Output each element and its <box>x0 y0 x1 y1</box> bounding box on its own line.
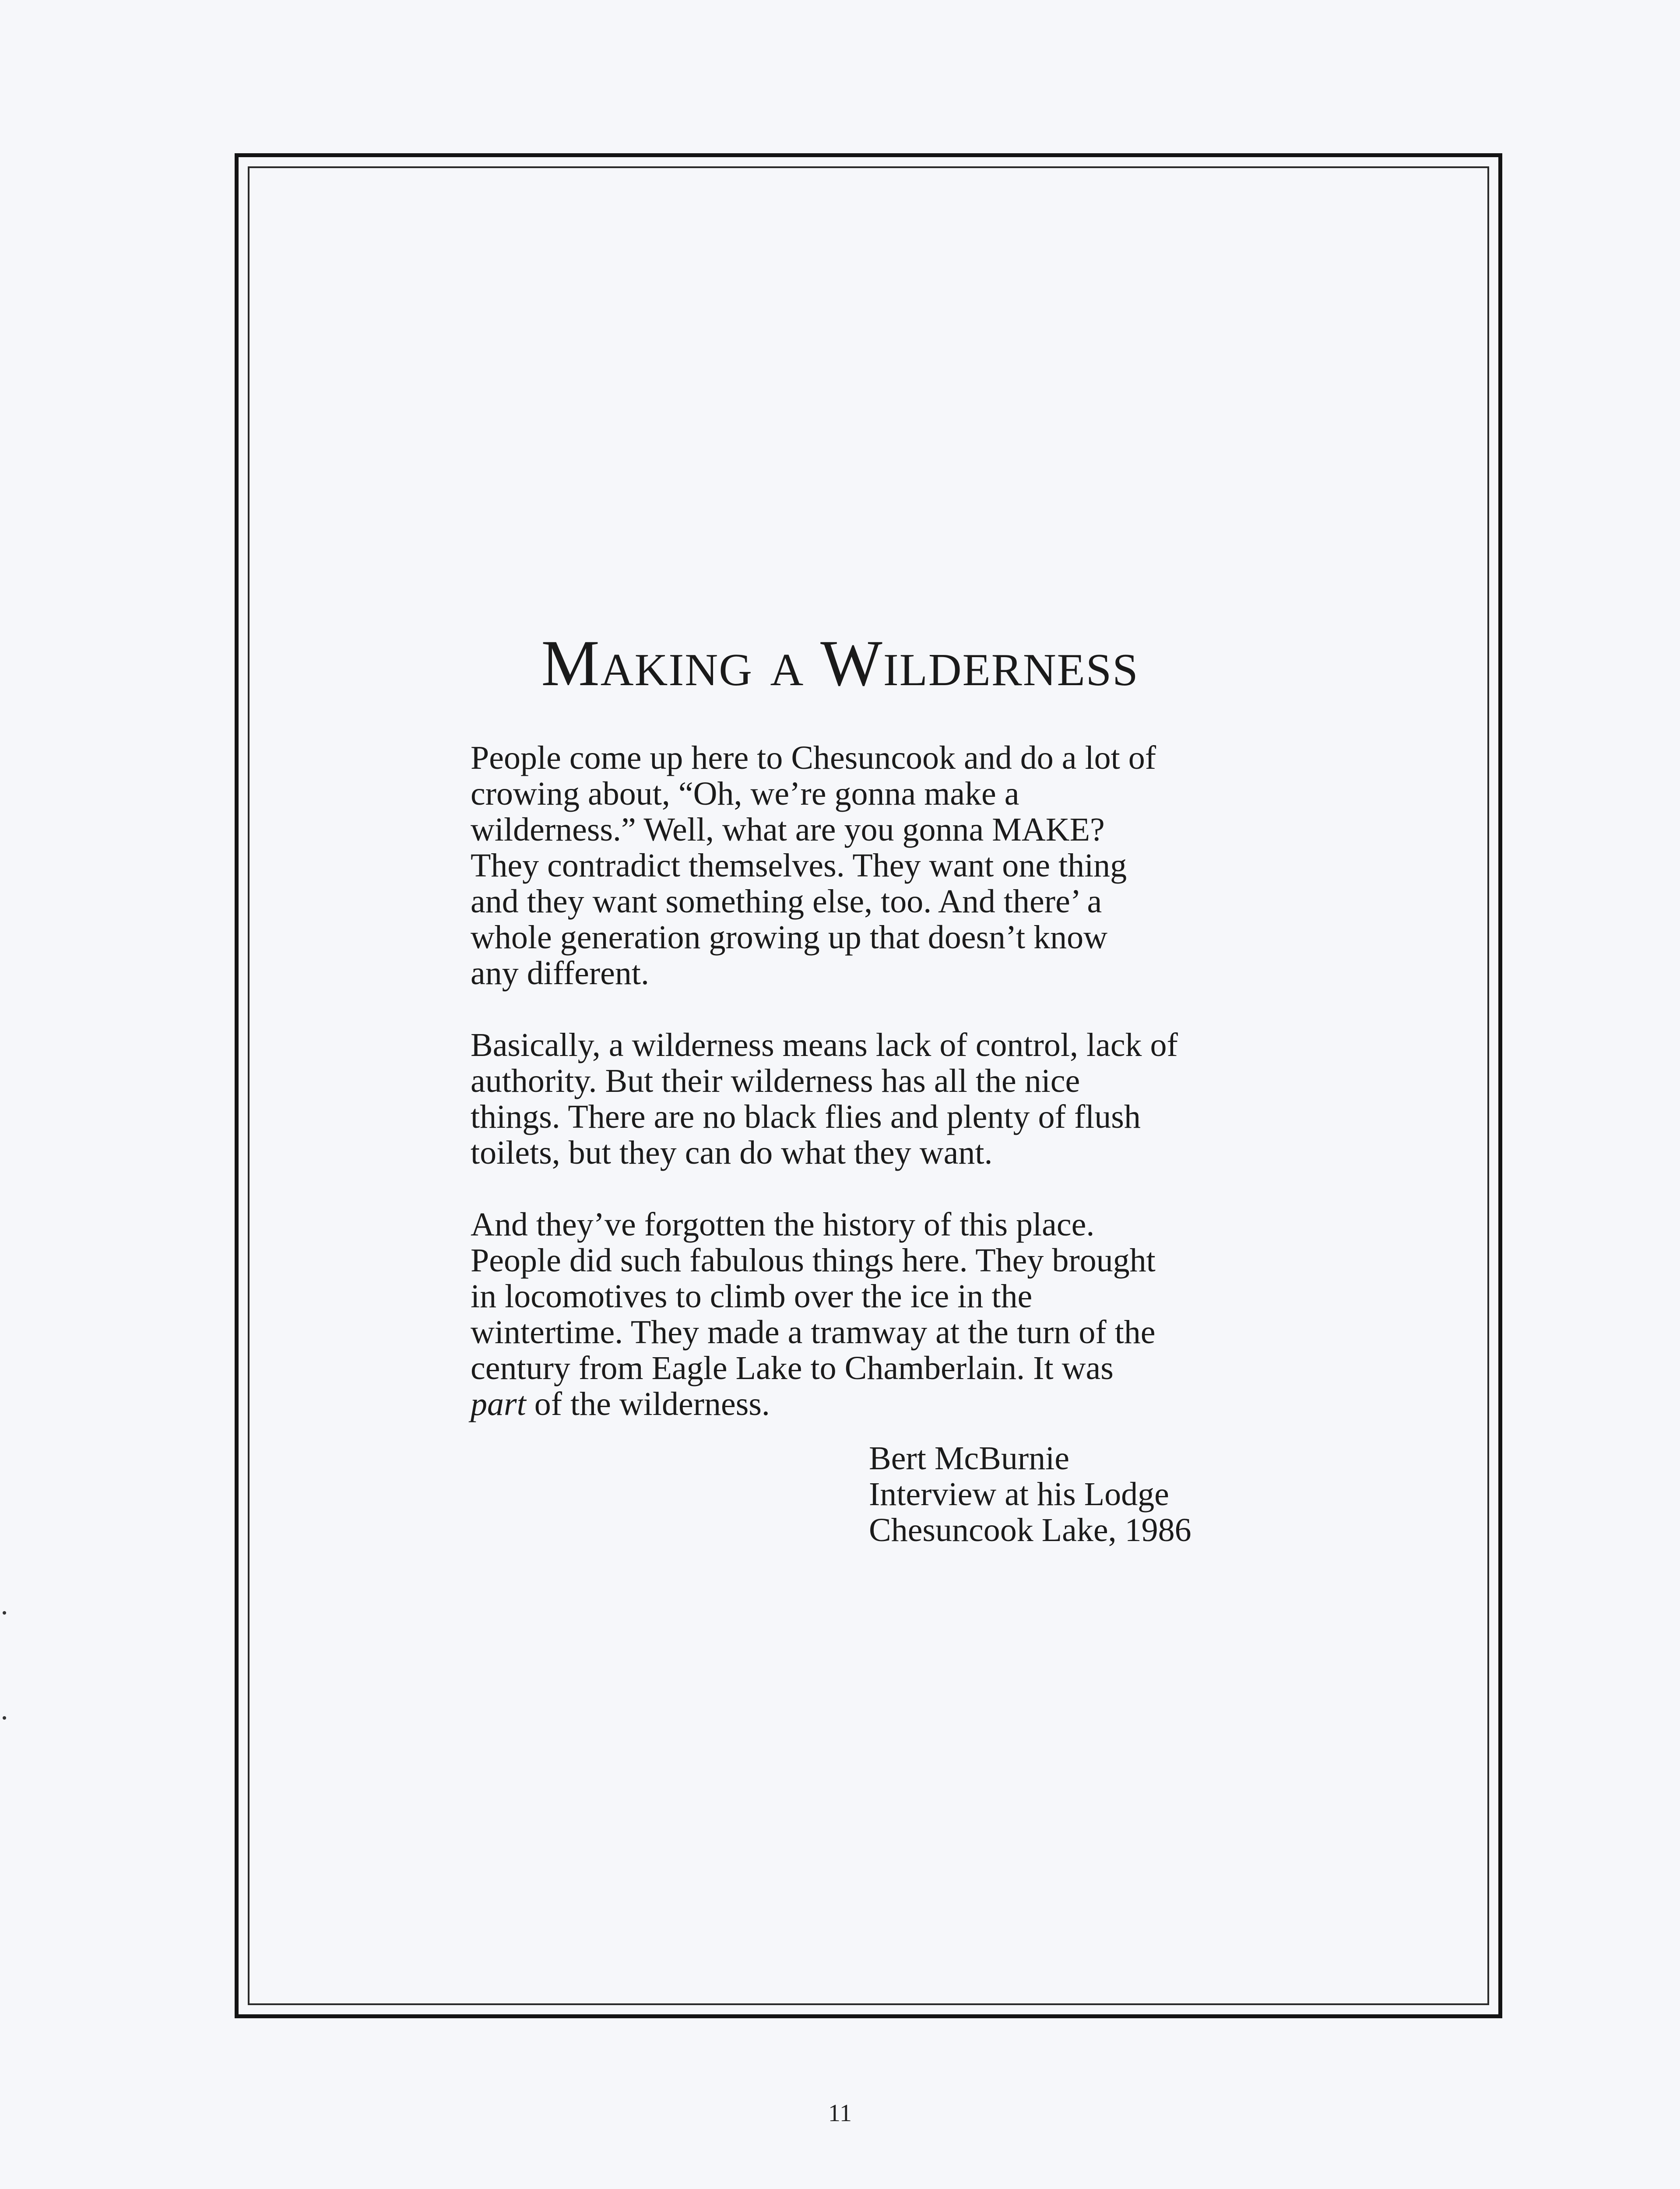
text-line: century from Eagle Lake to Chamberlain. It was <box>471 1350 1114 1387</box>
text-line: in locomotives to climb over the ice in the <box>471 1278 1033 1315</box>
paragraph-3 <box>471 1207 1302 1422</box>
text-line: toilets, but they can do what they want. <box>471 1134 993 1171</box>
text-line-rest: of the wilderness. <box>526 1386 770 1422</box>
text-line: any different. <box>471 955 649 992</box>
text-line: things. There are no black flies and plenty of flush <box>471 1098 1141 1135</box>
paragraph-1 <box>471 740 1302 991</box>
paragraph-2 <box>471 1027 1302 1171</box>
text-line: whole generation growing up that doesn’t know <box>471 919 1107 956</box>
attribution <box>869 1440 1191 1548</box>
text-line: wilderness.” Well, what are you gonna MAKE? <box>471 811 1105 848</box>
scan-speck <box>3 1716 6 1720</box>
attribution-name: Bert McBurnie <box>869 1440 1070 1477</box>
text-line: And they’ve forgotten the history of this place. <box>471 1206 1095 1243</box>
quote-body <box>471 740 1302 1458</box>
text-line: and they want something else, too. And there’ a <box>471 883 1102 920</box>
text-line: crowing about, “Oh, we’re gonna make a <box>471 775 1019 812</box>
text-line: They contradict themselves. They want one thing <box>471 847 1127 884</box>
attribution-place-date: Chesuncook Lake, 1986 <box>869 1512 1191 1548</box>
text-line: People come up here to Chesuncook and do a lot of <box>471 739 1156 776</box>
page-title: Making a Wilderness <box>541 627 1139 700</box>
page-number: 11 <box>828 2100 852 2127</box>
attribution-context: Interview at his Lodge <box>869 1476 1169 1513</box>
emphasized-word: part <box>471 1386 526 1422</box>
text-line: Basically, a wilderness means lack of control, lack of <box>471 1027 1178 1063</box>
text-line: authority. But their wilderness has all the nice <box>471 1063 1080 1099</box>
scan-speck <box>3 1611 6 1615</box>
text-line: People did such fabulous things here. They brought <box>471 1242 1156 1279</box>
text-line: wintertime. They made a tramway at the turn of the <box>471 1314 1156 1351</box>
text-line-final <box>471 1386 1302 1422</box>
